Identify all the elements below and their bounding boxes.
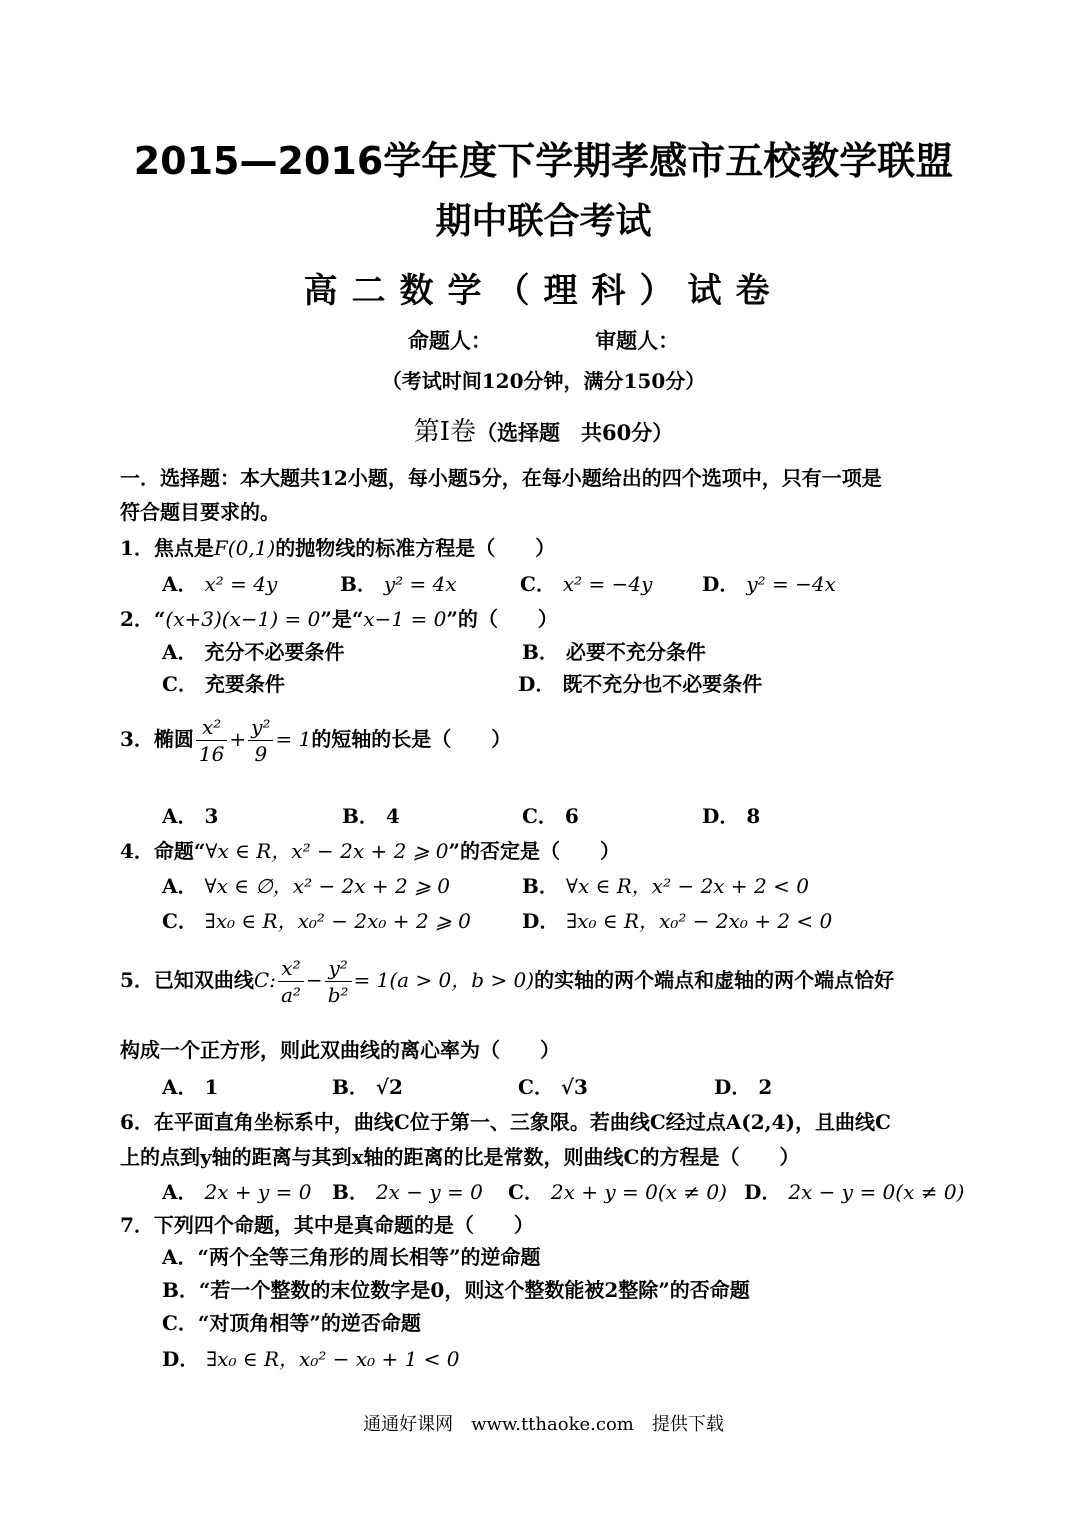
option-text: x² = 4y xyxy=(204,572,278,596)
author-line xyxy=(0,325,1087,355)
q3-option-d xyxy=(702,800,760,829)
reviewer-label: 审题人： xyxy=(595,328,680,353)
option-text: √2 xyxy=(375,1075,403,1099)
exam-subtitle: 期中联合考试 xyxy=(435,201,652,242)
q6-option-c xyxy=(508,1176,727,1205)
question-4-stem xyxy=(120,835,620,864)
q1-option-c xyxy=(520,568,652,597)
q5-fraction-2 xyxy=(325,955,352,1008)
option-label: B． xyxy=(332,1075,369,1099)
option-label: A． xyxy=(162,640,198,664)
q4-option-d xyxy=(522,905,832,934)
option-text: 2x − y = 0 xyxy=(375,1180,483,1204)
q7-option-b xyxy=(162,1274,750,1303)
q4-stem-a: 4．命题“ xyxy=(120,839,206,863)
option-label: A． xyxy=(162,804,198,828)
q3-stem-a: 3．椭圆 xyxy=(120,727,194,751)
fraction-numerator: x² xyxy=(196,714,227,741)
option-text: 4 xyxy=(385,804,400,828)
instructions-line-2: 符合题目要求的。 xyxy=(120,500,280,524)
question-5-stem xyxy=(120,955,894,1008)
exam-title: 2015—2016学年度下学期孝感市五校教学联盟 xyxy=(133,139,954,183)
option-label: D． xyxy=(744,1180,782,1204)
q3-equals: = 1 xyxy=(275,727,312,751)
q2-option-d xyxy=(518,668,762,697)
option-text: “对顶角相等”的逆否命题 xyxy=(197,1311,421,1335)
option-text: 8 xyxy=(746,804,761,828)
option-label: C． xyxy=(508,1180,544,1204)
option-label: C． xyxy=(162,1311,198,1335)
q1-option-d xyxy=(702,568,836,597)
question-5-stem-cont: 构成一个正方形，则此双曲线的离心率为（ ） xyxy=(120,1038,560,1062)
option-text: “若一个整数的末位数字是0，则这个整数能被2整除”的否命题 xyxy=(198,1278,750,1302)
option-text: 充分不必要条件 xyxy=(204,640,345,664)
option-text: ∃x₀ ∈ R，x₀² − 2x₀ + 2 ⩾ 0 xyxy=(204,909,471,933)
option-text: 2x + y = 0 xyxy=(204,1180,312,1204)
q3-option-c xyxy=(522,800,579,829)
q5-option-c xyxy=(518,1071,588,1100)
q5-stem-a: 5．已知双曲线 xyxy=(120,968,254,992)
fraction-numerator: y² xyxy=(325,955,352,982)
option-text: ∀x ∈ R，x² − 2x + 2 < 0 xyxy=(565,874,809,898)
option-label: B． xyxy=(332,1180,369,1204)
option-text: y² = 4x xyxy=(383,572,457,596)
option-label: D． xyxy=(518,672,556,696)
q2-option-a xyxy=(162,636,345,665)
section-sub: （选择题 共60分） xyxy=(476,420,674,445)
q3-option-a xyxy=(162,800,218,829)
q4-option-a xyxy=(162,870,450,899)
q1-stem-math: F(0,1) xyxy=(213,536,276,560)
q2-stem-b: ”是“ xyxy=(320,607,364,631)
q7-option-c xyxy=(162,1307,421,1336)
question-2-stem xyxy=(120,603,558,632)
author-label: 命题人： xyxy=(407,328,492,353)
q2-stem-c: ”的（ ） xyxy=(446,607,558,631)
fraction-numerator: y² xyxy=(248,714,273,741)
option-label: C． xyxy=(522,804,558,828)
q3-plus: + xyxy=(229,727,247,751)
option-text: “两个全等三角形的周长相等”的逆命题 xyxy=(197,1245,541,1269)
q6-option-a xyxy=(162,1176,311,1205)
q6-option-b xyxy=(332,1176,483,1205)
option-label: A． xyxy=(162,874,198,898)
q3-fraction-1 xyxy=(196,714,227,767)
option-label: A． xyxy=(162,1245,198,1269)
option-text: 1 xyxy=(204,1075,219,1099)
option-text: 充要条件 xyxy=(204,672,285,696)
option-label: C． xyxy=(520,572,556,596)
exam-time-info: （考试时间120分钟，满分150分） xyxy=(381,369,706,393)
q5-stem-b: 的实轴的两个端点和虚轴的两个端点恰好 xyxy=(534,968,895,992)
option-text: √3 xyxy=(560,1075,588,1099)
q4-option-c xyxy=(162,905,471,934)
q4-stem-math: ∀x ∈ R，x² − 2x + 2 ⩾ 0 xyxy=(205,839,449,863)
fraction-denominator: a² xyxy=(280,983,301,1007)
fraction-denominator: 16 xyxy=(198,742,225,766)
question-1-stem xyxy=(120,532,555,561)
option-label: D． xyxy=(162,1347,200,1371)
fraction-denominator: b² xyxy=(327,983,349,1007)
q1-option-b xyxy=(340,568,457,597)
option-text: ∀x ∈ ∅，x² − 2x + 2 ⩾ 0 xyxy=(204,874,450,898)
q2-option-c xyxy=(162,668,285,697)
q7-option-d xyxy=(162,1343,460,1372)
question-6-stem: 6．在平面直角坐标系中，曲线C位于第一、三象限。若曲线C经过点A(2,4)，且曲线C xyxy=(120,1110,891,1134)
option-label: C． xyxy=(162,909,198,933)
option-text: y² = −4x xyxy=(746,572,836,596)
option-label: D． xyxy=(702,804,740,828)
option-label: D． xyxy=(714,1075,752,1099)
option-label: D． xyxy=(702,572,740,596)
q2-option-b xyxy=(522,636,706,665)
instructions-line-1: 一．选择题：本大题共12小题，每小题5分，在每小题给出的四个选项中，只有一项是 xyxy=(120,466,882,490)
q3-stem-b: 的短轴的长是（ ） xyxy=(311,727,512,751)
q5-option-a xyxy=(162,1071,218,1100)
question-7-stem: 7．下列四个命题，其中是真命题的是（ ） xyxy=(120,1213,534,1237)
q1-option-a xyxy=(162,568,277,597)
option-label: A． xyxy=(162,1075,198,1099)
q5-curve: C: xyxy=(253,968,276,992)
option-text: 2 xyxy=(758,1075,773,1099)
q5-minus: − xyxy=(305,968,323,992)
q5-option-d xyxy=(714,1071,772,1100)
option-text: 既不充分也不必要条件 xyxy=(562,672,763,696)
option-text: 2x + y = 0(x ≠ 0) xyxy=(550,1180,727,1204)
option-text: ∃x₀ ∈ R，x₀² − x₀ + 1 < 0 xyxy=(206,1347,460,1371)
fraction-denominator: 9 xyxy=(254,742,268,766)
fraction-numerator: x² xyxy=(278,955,304,982)
q3-option-b xyxy=(342,800,400,829)
option-label: C． xyxy=(518,1075,554,1099)
q5-option-b xyxy=(332,1071,403,1100)
q5-equals: = 1(a > 0，b > 0) xyxy=(353,968,535,992)
q6-option-d xyxy=(744,1176,964,1205)
option-text: 3 xyxy=(204,804,219,828)
q2-stem-a: 2．“ xyxy=(120,607,166,631)
option-label: B． xyxy=(342,804,379,828)
option-text: ∃x₀ ∈ R，x₀² − 2x₀ + 2 < 0 xyxy=(566,909,833,933)
q1-stem-b: 的抛物线的标准方程是（ ） xyxy=(275,536,556,560)
option-text: 6 xyxy=(564,804,579,828)
q5-fraction-1 xyxy=(278,955,304,1008)
option-text: x² = −4y xyxy=(562,572,653,596)
q1-stem-a: 1．焦点是 xyxy=(120,536,214,560)
q4-stem-b: ”的否定是（ ） xyxy=(448,839,621,863)
q2-stem-math-1: (x+3)(x−1) = 0 xyxy=(165,607,321,631)
question-6-stem-cont: 上的点到y轴的距离与其到x轴的距离的比是常数，则曲线C的方程是（ ） xyxy=(120,1145,800,1169)
q2-stem-math-2: x−1 = 0 xyxy=(363,607,447,631)
option-label: A． xyxy=(162,572,198,596)
option-text: 2x − y = 0(x ≠ 0) xyxy=(788,1180,965,1204)
q4-option-b xyxy=(522,870,809,899)
footer-source: 通通好课网 www.tthaoke.com 提供下载 xyxy=(363,1414,724,1435)
option-label: D． xyxy=(522,909,560,933)
option-label: A． xyxy=(162,1180,198,1204)
question-3-stem xyxy=(120,714,511,767)
option-text: 必要不充分条件 xyxy=(565,640,706,664)
option-label: B． xyxy=(522,640,559,664)
option-label: C． xyxy=(162,672,198,696)
q7-option-a xyxy=(162,1241,541,1270)
option-label: B． xyxy=(162,1278,199,1302)
option-label: B． xyxy=(340,572,377,596)
section-main: 第Ⅰ卷 xyxy=(413,417,477,447)
option-label: B． xyxy=(522,874,559,898)
q3-fraction-2 xyxy=(248,714,273,767)
paper-title: 高二数学（理科）试卷 xyxy=(303,271,784,311)
section-heading xyxy=(0,411,1087,448)
